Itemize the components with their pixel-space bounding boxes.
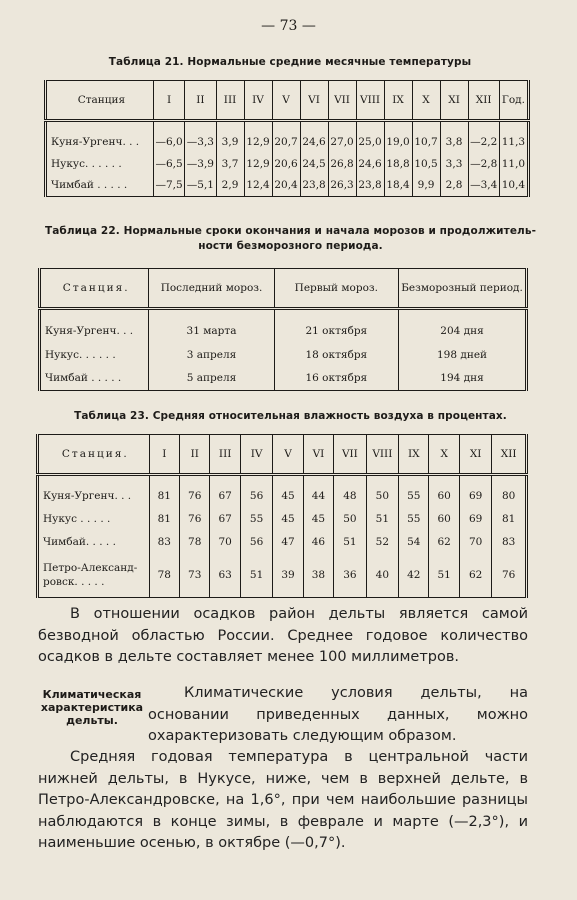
table23-header-cell: VII [334, 435, 366, 475]
table21-caption: Таблица 21. Нормальные средние месячные температуры [108, 56, 472, 68]
table-row [40, 367, 527, 391]
table21-header-cell: IX [384, 81, 412, 121]
table22-header-cell: Станция. [40, 269, 149, 309]
paragraph-precipitation: В отношении осадков район дельты является самой безводной областью России. Среднее годовое количество осадков в дельте составляет менее 100 миллиметров. [38, 606, 528, 665]
table-row [38, 554, 527, 598]
station-name [38, 554, 150, 598]
table-cell: 78 [180, 531, 210, 554]
table-cell: 80 [492, 485, 527, 508]
table-cell: 3,8 [440, 131, 468, 153]
table-cell: 50 [334, 508, 366, 531]
table-cell: 24,6 [356, 153, 384, 175]
table-cell: —3,3 [185, 131, 216, 153]
table21-header-cell: XI [440, 81, 468, 121]
table-cell: 26,3 [328, 175, 356, 197]
table21-header-cell: Год. [499, 81, 528, 121]
table22 [38, 268, 528, 391]
table-cell: 23,8 [300, 175, 328, 197]
table-row [40, 319, 527, 343]
paragraph-temperature: Средняя годовая температура в центральной части нижней дельты, в Нукусе, ниже, чем в верхней дельте, в Петро-Александровске, на 1,6°, при чем наибольшие разницы наблюдаются в конце зимы, в феврале и марте (—2,3°), и наименьшие осенью, в октябре (—0,7°). [38, 749, 528, 851]
table-cell: —3,4 [468, 175, 499, 197]
table-cell: —3,9 [185, 153, 216, 175]
table-cell: 39 [273, 554, 303, 598]
table-cell: 55 [399, 485, 429, 508]
table-cell: 55 [240, 508, 272, 531]
station-name: Нукус. . . . . . [51, 157, 122, 170]
station-name: Чимбай . . . . . [45, 372, 122, 385]
table-row [46, 175, 529, 197]
table-cell: 45 [273, 508, 303, 531]
table21-header-cell: III [216, 81, 244, 121]
table-cell: 45 [273, 485, 303, 508]
margin-sidenote: Климатическая характеристика дельты. [40, 688, 144, 727]
table-cell: 194 дня [399, 367, 527, 391]
table-cell: 54 [399, 531, 429, 554]
table-cell: 36 [334, 554, 366, 598]
table-cell: 19,0 [384, 131, 412, 153]
table22-caption-line1: Таблица 22. Нормальные сроки окончания и начала морозов и продолжитель- [44, 225, 537, 237]
table-cell: 12,9 [244, 153, 272, 175]
table-cell: 3,7 [216, 153, 244, 175]
table-row [38, 485, 527, 508]
table-cell: 24,5 [300, 153, 328, 175]
table-cell: 69 [459, 485, 491, 508]
table-cell: 52 [366, 531, 398, 554]
table21-header-row [46, 81, 529, 121]
table21-header-cell: Станция [46, 81, 154, 121]
table22-header-cell: Безморозный период. [399, 269, 527, 309]
table-cell: 56 [240, 531, 272, 554]
table-cell: 16 октября [274, 367, 398, 391]
table-cell: 60 [429, 485, 459, 508]
table-cell: 69 [459, 508, 491, 531]
table-cell: 70 [459, 531, 491, 554]
table-cell: 83 [492, 531, 527, 554]
table21-header-cell: VIII [356, 81, 384, 121]
table-cell: 10,5 [412, 153, 440, 175]
table-cell: 3 апреля [149, 343, 274, 367]
table-cell: —6,0 [153, 131, 184, 153]
table21-header-cell: IV [244, 81, 272, 121]
table23-header-cell: IX [399, 435, 429, 475]
table23-header-cell: VIII [366, 435, 398, 475]
station-name: Чимбай . . . . . [51, 179, 128, 192]
table-cell: 20,4 [272, 175, 300, 197]
table-cell: 51 [429, 554, 459, 598]
table-cell: 31 марта [149, 319, 274, 343]
table-cell: 76 [180, 508, 210, 531]
table-cell: 21 октября [274, 319, 398, 343]
table-cell: 62 [459, 554, 491, 598]
table-cell: 26,8 [328, 153, 356, 175]
table-cell: 51 [366, 508, 398, 531]
table21-header-cell: X [412, 81, 440, 121]
table-cell: 46 [303, 531, 333, 554]
table-cell: 204 дня [399, 319, 527, 343]
table-cell: —5,1 [185, 175, 216, 197]
table21 [44, 80, 530, 197]
table23-header-cell: III [210, 435, 240, 475]
table-row [38, 531, 527, 554]
table21-header-cell: XII [468, 81, 499, 121]
station-name: Нукус . . . . . [43, 513, 111, 525]
table23-header-cell: VI [303, 435, 333, 475]
table23-header-cell: X [429, 435, 459, 475]
table-cell: 18 октября [274, 343, 398, 367]
table-cell: 56 [240, 485, 272, 508]
table-cell: 18,4 [384, 175, 412, 197]
table23-header-cell: XII [492, 435, 527, 475]
table-cell: —6,5 [153, 153, 184, 175]
station-name: Куня-Ургенч. . . [43, 490, 132, 502]
table22-header-cell: Первый мороз. [274, 269, 398, 309]
table-cell: 20,6 [272, 153, 300, 175]
paragraph-climate-intro: Климатические условия дельты, на основании приведенных данных, можно охарактеризовать следующим образом. [148, 685, 528, 744]
table-cell: 18,8 [384, 153, 412, 175]
table23-header-cell: Станция. [38, 435, 150, 475]
table-cell: 67 [210, 485, 240, 508]
table-cell: 20,7 [272, 131, 300, 153]
table22-caption-line2: ности безморозного периода. [198, 240, 383, 252]
table23-header-cell: II [180, 435, 210, 475]
table-cell: 25,0 [356, 131, 384, 153]
table-cell: 70 [210, 531, 240, 554]
table-cell: 2,9 [216, 175, 244, 197]
table-cell: 5 апреля [149, 367, 274, 391]
table22-header-cell: Последний мороз. [149, 269, 274, 309]
table-cell: 42 [399, 554, 429, 598]
table23-header-cell: IV [240, 435, 272, 475]
table-cell: 47 [273, 531, 303, 554]
table21-header-cell: V [272, 81, 300, 121]
table-cell: 24,6 [300, 131, 328, 153]
table-cell: 10,7 [412, 131, 440, 153]
table23-caption: Таблица 23. Средняя относительная влажность воздуха в процентах. [74, 410, 507, 422]
table-cell: 76 [492, 554, 527, 598]
table-cell: 48 [334, 485, 366, 508]
table23-header-cell: XI [459, 435, 491, 475]
table-cell: 3,9 [216, 131, 244, 153]
station-name-line1: Петро-Александ- [43, 562, 138, 575]
table-cell: 73 [180, 554, 210, 598]
table-cell: —2,2 [468, 131, 499, 153]
table-cell: 40 [366, 554, 398, 598]
table-cell: 81 [149, 485, 179, 508]
table-cell: 63 [210, 554, 240, 598]
table-cell: 83 [149, 531, 179, 554]
table23 [36, 434, 528, 598]
table21-header-cell: II [185, 81, 216, 121]
table-row [46, 131, 529, 153]
table-row [46, 153, 529, 175]
table21-header-cell: VI [300, 81, 328, 121]
page-number: — 73 — [261, 18, 316, 34]
table-cell: —2,8 [468, 153, 499, 175]
table-cell: 12,4 [244, 175, 272, 197]
table-cell: 3,3 [440, 153, 468, 175]
station-name: Нукус. . . . . . [45, 348, 116, 361]
table23-header-row [38, 435, 527, 475]
table-cell: 51 [240, 554, 272, 598]
table-cell: 50 [366, 485, 398, 508]
table-cell: 44 [303, 485, 333, 508]
table-cell: 81 [149, 508, 179, 531]
table-cell: 38 [303, 554, 333, 598]
table-cell: 62 [429, 531, 459, 554]
station-name-line2: ровск. . . . . [43, 576, 105, 589]
table-cell: 78 [149, 554, 179, 598]
station-name: Куня-Ургенч. . . [51, 135, 140, 148]
table-cell: 12,9 [244, 131, 272, 153]
table-row [38, 508, 527, 531]
table-cell: 11,3 [499, 131, 528, 153]
table-cell: —7,5 [153, 175, 184, 197]
table-cell: 27,0 [328, 131, 356, 153]
table-row [40, 343, 527, 367]
table-cell: 60 [429, 508, 459, 531]
table-cell: 198 дней [399, 343, 527, 367]
station-name: Куня-Ургенч. . . [45, 324, 134, 337]
table-cell: 10,4 [499, 175, 528, 197]
table-cell: 76 [180, 485, 210, 508]
table-cell: 23,8 [356, 175, 384, 197]
station-name: Чимбай. . . . . [43, 536, 116, 548]
table23-header-cell: V [273, 435, 303, 475]
table-cell: 11,0 [499, 153, 528, 175]
table-cell: 67 [210, 508, 240, 531]
table21-header-cell: VII [328, 81, 356, 121]
table-cell: 2,8 [440, 175, 468, 197]
table-cell: 9,9 [412, 175, 440, 197]
table22-header-row [40, 269, 527, 309]
table-cell: 55 [399, 508, 429, 531]
table23-header-cell: I [149, 435, 179, 475]
table-cell: 81 [492, 508, 527, 531]
table21-header-cell: I [153, 81, 184, 121]
table22-caption [38, 224, 543, 254]
table-cell: 45 [303, 508, 333, 531]
table-cell: 51 [334, 531, 366, 554]
